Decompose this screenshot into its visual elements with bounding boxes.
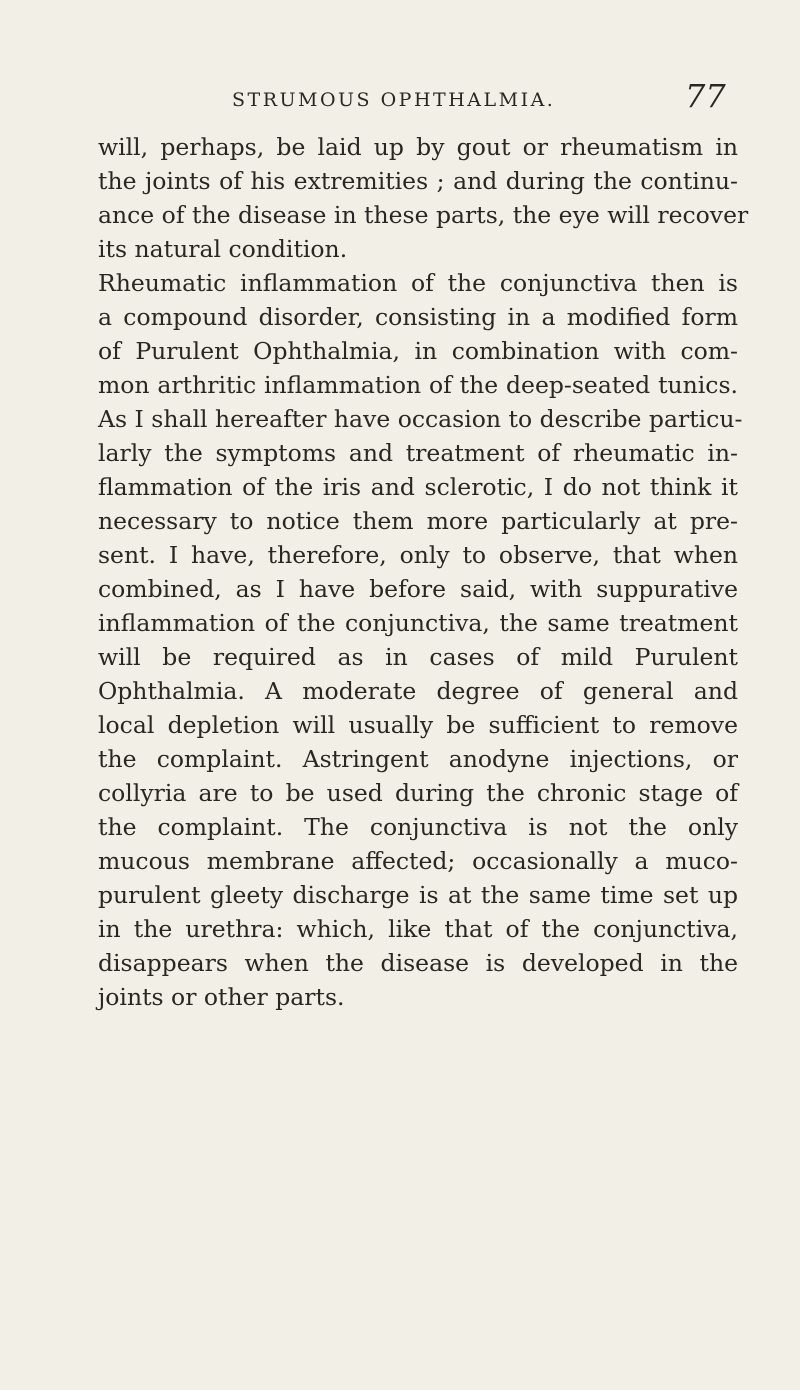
- text-line: purulent gleety discharge is at the same time set up: [98, 881, 738, 909]
- text-line: joints or other parts.: [98, 983, 345, 1011]
- text-line: flammation of the iris and sclerotic, I do not think it: [98, 473, 738, 501]
- text-line: the complaint. The conjunctiva is not the only: [98, 813, 738, 841]
- text-line: of Purulent Ophthalmia, in combination with com-: [98, 337, 738, 365]
- text-line: local depletion will usually be sufficient to remove: [98, 711, 738, 739]
- text-line: collyria are to be used during the chronic stage of: [98, 779, 738, 807]
- text-line: mon arthritic inflammation of the deep-seated tunics.: [98, 371, 738, 399]
- text-line: the joints of his extremities ; and during the continu-: [98, 167, 738, 195]
- text-line: in the urethra: which, like that of the conjunctiva,: [98, 915, 738, 943]
- page-number: 77: [685, 77, 726, 115]
- text-line: disappears when the disease is developed in the: [98, 949, 738, 977]
- text-line: Ophthalmia. A moderate degree of general and: [98, 677, 738, 705]
- text-line: As I shall hereafter have occasion to describe particu-: [98, 405, 743, 433]
- text-line: its natural condition.: [98, 235, 348, 263]
- text-line: larly the symptoms and treatment of rheumatic in-: [98, 439, 738, 467]
- text-line: a compound disorder, consisting in a modified form: [98, 303, 738, 331]
- text-line: necessary to notice them more particularly at pre-: [98, 507, 738, 535]
- text-line: combined, as I have before said, with suppurative: [98, 575, 738, 603]
- text-line: will, perhaps, be laid up by gout or rheumatism in: [98, 133, 738, 161]
- text-line: inflammation of the conjunctiva, the same treatment: [98, 609, 738, 637]
- text-line: ance of the disease in these parts, the eye will recover: [98, 201, 749, 229]
- text-line: the complaint. Astringent anodyne injections, or: [98, 745, 738, 773]
- running-head-title: STRUMOUS OPHTHALMIA.: [232, 89, 556, 111]
- text-line: will be required as in cases of mild Purulent: [98, 643, 738, 671]
- text-line: Rheumatic inflammation of the conjunctiva then is: [98, 269, 738, 297]
- body-text: [98, 130, 749, 1014]
- text-line: mucous membrane affected; occasionally a muco-: [98, 847, 738, 875]
- text-line: sent. I have, therefore, only to observe, that when: [98, 541, 738, 569]
